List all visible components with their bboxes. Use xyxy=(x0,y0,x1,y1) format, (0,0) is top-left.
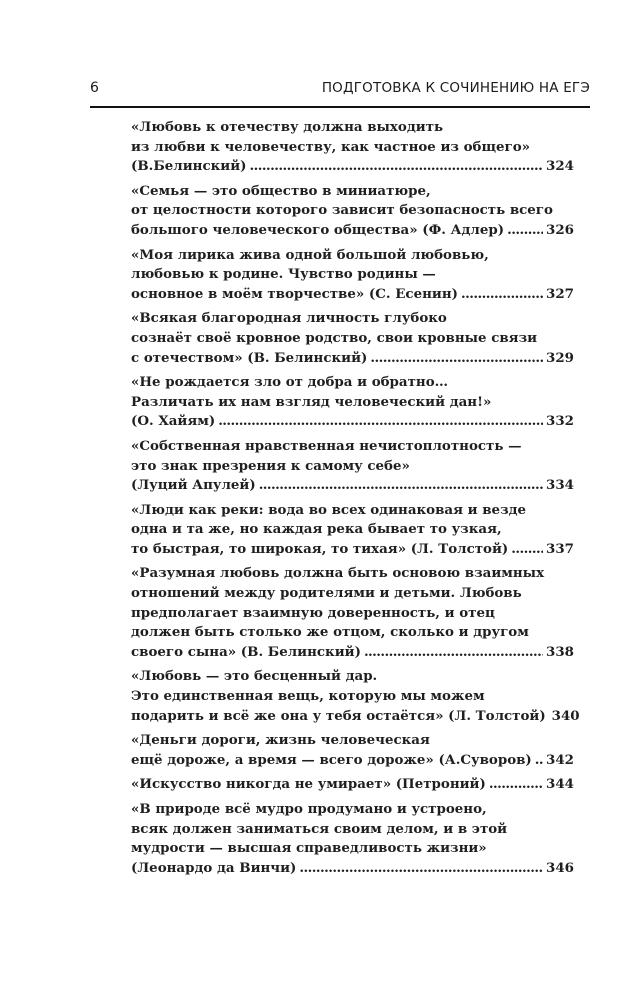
entry-text-line: «Любовь к отечеству должна выходить xyxy=(131,119,444,135)
entry-text-line: (Луций Апулей) xyxy=(131,477,256,494)
toc-entry xyxy=(131,731,574,770)
entry-text-line: «Любовь — это бесценный дар. xyxy=(131,668,378,685)
entry-text-line: любовью к родине. Чувство родины — xyxy=(131,266,436,283)
entry-text-line: «Разумная любовь должна быть основою взаимных xyxy=(131,565,545,582)
entry-page-number: 324 xyxy=(546,158,574,175)
table-of-contents xyxy=(131,118,580,883)
entry-text-line: основное в моём творчестве» (С. Есенин) xyxy=(131,285,458,302)
entry-text-line: Различать их нам взгляд человеческий дан!» xyxy=(131,393,492,410)
toc-entry xyxy=(131,501,574,560)
entry-text-line: из любви к человечеству, как частное из общего» xyxy=(131,138,530,155)
toc-entry xyxy=(131,246,574,305)
dot-leader xyxy=(535,751,543,771)
entry-text-line: «Не рождается зло от добра и обратно… xyxy=(131,374,449,391)
entry-text-line: Это единственная вещь, которую мы можем xyxy=(131,688,485,705)
entry-last-line xyxy=(131,349,574,369)
entry-last-line xyxy=(131,775,574,795)
dot-leader xyxy=(461,285,543,305)
entry-page-number: 342 xyxy=(546,751,574,768)
page-number: 6 xyxy=(90,80,99,96)
entry-last-line xyxy=(131,157,574,177)
entry-page-number: 327 xyxy=(546,285,574,302)
entry-last-line xyxy=(131,643,574,663)
entry-text-line: с отечеством» (В. Белинский) xyxy=(131,349,368,366)
entry-last-line xyxy=(131,540,574,560)
toc-entry xyxy=(131,373,574,432)
entry-text-line: «В природе всё мудро продумано и устроено, xyxy=(131,801,487,817)
entry-text-line: большого человеческого общества» (Ф. Адлер) xyxy=(131,221,505,238)
dot-leader xyxy=(218,412,543,432)
entry-text-line: «Искусство никогда не умирает» (Петроний) xyxy=(131,776,486,793)
dot-leader xyxy=(511,540,543,560)
entry-text-line: (О. Хайям) xyxy=(131,413,216,430)
entry-text-line: это знак презрения к самому себе» xyxy=(131,457,410,474)
entry-text-line: (В.Белинский) xyxy=(131,158,247,175)
dot-leader xyxy=(249,157,543,177)
entry-text-line: своего сына» (В. Белинский) xyxy=(131,643,361,660)
dot-leader xyxy=(299,859,543,879)
toc-entry xyxy=(131,775,574,795)
entry-text-line: предполагает взаимную доверенность, и отец xyxy=(131,604,495,621)
entry-page-number: 326 xyxy=(546,221,574,238)
page-header xyxy=(90,80,590,108)
entry-page-number: 340 xyxy=(551,707,580,724)
entry-last-line xyxy=(131,707,580,727)
entry-last-line xyxy=(131,751,574,771)
entry-text-line: «Собственная нравственная нечистоплотность — xyxy=(131,437,522,454)
entry-page-number: 337 xyxy=(546,540,574,557)
entry-page-number: 338 xyxy=(546,643,574,660)
dot-leader xyxy=(507,221,543,241)
dot-leader xyxy=(259,476,543,496)
running-title: ПОДГОТОВКА К СОЧИНЕНИЮ НА ЕГЭ xyxy=(321,80,590,96)
entry-text-line: «Всякая благородная личность глубоко xyxy=(131,310,447,327)
entry-last-line xyxy=(131,412,574,432)
entry-last-line xyxy=(131,221,574,241)
toc-entry xyxy=(131,182,574,241)
entry-text-line: мудрости — высшая справедливость жизни» xyxy=(131,840,487,857)
toc-entry xyxy=(131,564,574,662)
entry-text-line: подарить и всё же она у тебя остаётся» (Л. Толстой) xyxy=(131,707,546,724)
entry-text-line: от целостности которого зависит безопасность всего xyxy=(131,202,553,219)
toc-entry xyxy=(131,800,574,878)
entry-text-line: всяк должен заниматься своим делом, и в этой xyxy=(131,820,508,837)
entry-text-line: сознаёт своё кровное родство, свои кровные связи xyxy=(131,329,538,346)
dot-leader xyxy=(370,349,543,369)
entry-page-number: 334 xyxy=(546,477,574,494)
toc-entry xyxy=(131,309,574,368)
entry-text-line: ещё дороже, а время — всего дороже» (А.Суворов) xyxy=(131,751,532,768)
toc-entry xyxy=(131,118,574,177)
entry-last-line xyxy=(131,476,574,496)
entry-text-line: «Деньги дороги, жизнь человеческая xyxy=(131,732,430,749)
entry-page-number: 346 xyxy=(546,859,574,876)
entry-page-number: 332 xyxy=(546,413,574,430)
entry-text-line: должен быть столько же отцом, сколько и другом xyxy=(131,624,529,641)
dot-leader xyxy=(489,775,543,795)
entry-text-line: то быстрая, то широкая, то тихая» (Л. Толстой) xyxy=(131,540,509,557)
entry-text-line: «Люди как реки: вода во всех одинаковая и везде xyxy=(131,501,527,518)
entry-last-line xyxy=(131,859,574,879)
toc-entry xyxy=(131,667,580,726)
dot-leader xyxy=(364,643,543,663)
toc-entry xyxy=(131,437,574,496)
entry-last-line xyxy=(131,285,574,305)
entry-text-line: (Леонардо да Винчи) xyxy=(131,859,297,876)
entry-page-number: 344 xyxy=(546,776,574,793)
entry-text-line: «Семья — это общество в миниатюре, xyxy=(131,182,431,199)
entry-text-line: «Моя лирика жива одной большой любовью, xyxy=(131,246,489,263)
entry-text-line: одна и та же, но каждая река бывает то узкая, xyxy=(131,521,502,538)
entry-text-line: отношений между родителями и детьми. Любовь xyxy=(131,585,522,602)
entry-page-number: 329 xyxy=(546,349,574,366)
